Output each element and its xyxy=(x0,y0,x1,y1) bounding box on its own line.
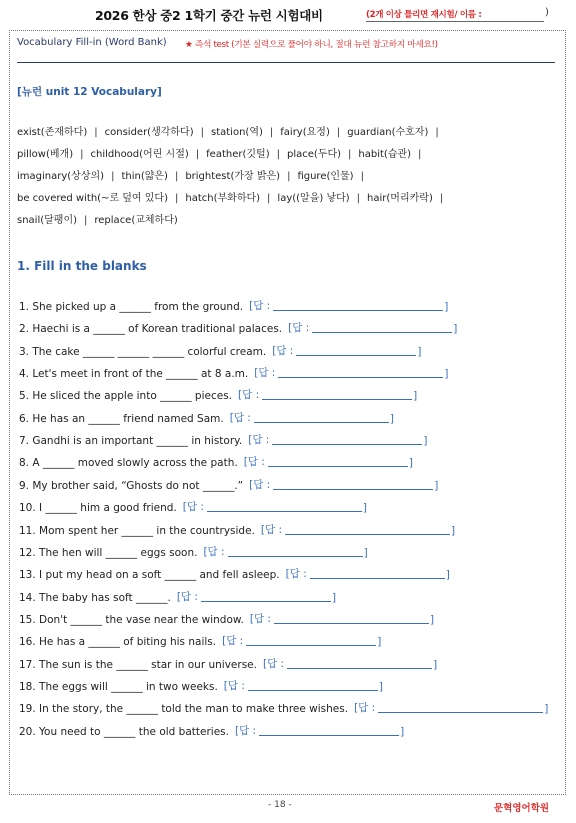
word-separator: | xyxy=(174,171,179,182)
question-item xyxy=(19,365,448,380)
answer-underline[interactable] xyxy=(201,592,331,602)
answer-label: [답 : xyxy=(176,590,198,603)
answer-blank[interactable] xyxy=(249,298,448,313)
answer-underline[interactable] xyxy=(272,435,422,445)
answer-close-bracket: ] xyxy=(544,703,549,716)
answer-underline[interactable] xyxy=(273,301,443,311)
question-text: 20. You need to ______ the old batteries. xyxy=(19,725,229,738)
answer-close-bracket: ] xyxy=(331,591,337,604)
header-divider xyxy=(17,62,555,63)
answer-blank[interactable] xyxy=(354,700,548,715)
answer-label: [답 : xyxy=(272,344,294,357)
answer-underline[interactable] xyxy=(228,547,363,557)
question-text: 16. He has a ______ of biting his nails. xyxy=(19,636,217,649)
top-header xyxy=(0,0,576,30)
question-text: 12. The hen will ______ eggs soon. xyxy=(19,546,198,559)
answer-label: [답 : xyxy=(222,635,244,648)
word-bank-entry: replace(교체하다) xyxy=(94,215,178,226)
word-separator: | xyxy=(94,127,98,138)
word-bank-entry: fairy(요정) xyxy=(280,127,330,138)
answer-underline[interactable] xyxy=(268,457,408,467)
question-item xyxy=(19,387,417,402)
word-separator: | xyxy=(267,193,271,204)
fill-in-title: 1. Fill in the blanks xyxy=(17,259,147,273)
page-number: - 18 - xyxy=(268,800,292,810)
answer-close-bracket: ] xyxy=(408,457,413,470)
word-bank-row xyxy=(17,123,562,138)
word-bank-entry: place(두다) xyxy=(286,149,342,160)
answer-label: [답 : xyxy=(238,389,260,402)
question-text: 15. Don't ______ the vase near the window. xyxy=(19,613,244,626)
question-item xyxy=(19,522,455,537)
question-item xyxy=(19,589,336,604)
academy-brand: 문혁영어학원 xyxy=(494,803,550,814)
word-separator: | xyxy=(84,215,88,226)
word-bank-entry: figure(인물) xyxy=(297,171,354,182)
answer-label: [답 : xyxy=(249,612,271,625)
word-bank-row xyxy=(17,211,562,226)
word-separator: | xyxy=(360,171,364,182)
answer-underline[interactable] xyxy=(312,323,452,333)
answer-underline[interactable] xyxy=(285,525,450,535)
answer-underline[interactable] xyxy=(310,569,445,579)
answer-close-bracket: ] xyxy=(434,479,439,492)
word-bank-row xyxy=(17,167,562,182)
answer-close-bracket: ] xyxy=(413,390,418,403)
answer-blank[interactable] xyxy=(254,365,448,380)
vocab-title: [뉴런 unit 12 Vocabulary] xyxy=(17,86,162,98)
question-item xyxy=(19,320,457,335)
answer-label: [답 : xyxy=(182,501,204,514)
word-bank-entry: childhood(어린 시절) xyxy=(90,149,189,160)
answer-close-bracket: ] xyxy=(444,301,449,313)
answer-blank[interactable] xyxy=(244,454,413,469)
section-header xyxy=(17,37,167,48)
question-item xyxy=(19,678,383,693)
answer-close-bracket: ] xyxy=(429,613,435,626)
answer-underline[interactable] xyxy=(246,636,376,646)
answer-close-bracket: ] xyxy=(451,524,456,537)
question-item xyxy=(19,432,427,447)
word-separator: | xyxy=(276,149,280,160)
question-text: 10. I ______ him a good friend. xyxy=(19,502,177,515)
word-bank-entry: snail(달팽이) xyxy=(17,215,78,226)
word-bank-entry: consider(생각하다) xyxy=(104,127,194,138)
answer-label: [답 : xyxy=(254,367,276,380)
answer-underline[interactable] xyxy=(254,413,389,423)
word-bank-row xyxy=(17,189,562,204)
word-separator: | xyxy=(348,149,352,160)
question-text: 4. Let's meet in front of the ______ at 8 a.m. xyxy=(19,368,249,381)
answer-close-bracket: ] xyxy=(389,412,394,425)
answer-label: [답 : xyxy=(248,434,270,447)
word-separator: | xyxy=(439,193,444,204)
word-separator: | xyxy=(175,193,179,204)
question-item xyxy=(19,544,368,559)
question-text: 1. She picked up a ______ from the ground. xyxy=(19,301,244,313)
word-separator: | xyxy=(195,149,200,160)
question-item xyxy=(19,633,381,648)
test-instruction-note: ★ 즉석 test (기본 실력으로 풀어야 하니, 절대 뉴런 참고하지 마세요!) xyxy=(185,40,438,50)
question-text: 2. Haechi is a ______ of Korean traditional palaces. xyxy=(19,323,283,336)
word-separator: | xyxy=(269,127,274,138)
question-item xyxy=(19,611,434,626)
answer-blank[interactable] xyxy=(230,410,394,425)
question-text: 8. A ______ moved slowly across the path. xyxy=(19,457,238,470)
answer-blank[interactable] xyxy=(249,477,438,492)
answer-label: [답 : xyxy=(354,702,376,715)
answer-close-bracket: ] xyxy=(378,680,384,693)
word-separator: | xyxy=(418,149,422,160)
word-bank-entry: brightest(가장 밝은) xyxy=(185,171,281,182)
retest-note: (2개 이상 틀리면 재시험/ 이름 : xyxy=(366,10,482,20)
word-bank-entry: lay((알을) 낳다) xyxy=(277,193,350,204)
question-text: 13. I put my head on a soft ______ and fell asleep. xyxy=(19,569,280,582)
answer-underline[interactable] xyxy=(378,703,543,713)
question-text: 5. He sliced the apple into ______ pieces. xyxy=(19,390,233,403)
answer-underline[interactable] xyxy=(273,480,433,490)
answer-blank[interactable] xyxy=(272,343,421,358)
word-bank-row xyxy=(17,145,562,160)
question-text: 17. The sun is the ______ star in our universe. xyxy=(19,658,257,671)
question-item xyxy=(19,477,438,492)
word-bank-entry: thin(얇은) xyxy=(121,171,168,182)
answer-label: [답 : xyxy=(249,300,271,312)
word-bank-entry: habit(습관) xyxy=(358,149,412,160)
question-item xyxy=(19,410,394,425)
answer-underline[interactable] xyxy=(259,726,399,736)
word-separator: | xyxy=(200,127,204,138)
answer-label: [답 : xyxy=(285,568,307,581)
answer-label: [답 : xyxy=(262,657,285,670)
answer-blank[interactable] xyxy=(263,656,437,671)
word-separator: | xyxy=(336,127,341,138)
answer-label: [답 : xyxy=(234,724,257,737)
question-text: 11. Mom spent her ______ in the countryside. xyxy=(19,524,255,537)
word-bank-entry: station(역) xyxy=(211,127,263,138)
name-underline xyxy=(366,21,544,22)
answer-close-bracket: ] xyxy=(377,636,382,649)
word-separator: | xyxy=(287,171,291,182)
answer-blank[interactable] xyxy=(222,633,381,648)
answer-label: [답 : xyxy=(203,545,225,558)
answer-blank[interactable] xyxy=(288,320,457,335)
word-bank-entry: feather(깃털) xyxy=(206,149,270,160)
answer-blank[interactable] xyxy=(261,522,455,537)
question-text: 19. In the story, the ______ told the man to make three wishes. xyxy=(19,703,349,716)
question-text: 3. The cake ______ ______ ______ colorful cream. xyxy=(19,345,267,358)
question-text: 7. Gandhi is an important ______ in history. xyxy=(19,435,243,448)
answer-close-bracket: ] xyxy=(417,345,422,358)
answer-blank[interactable] xyxy=(238,387,417,402)
word-bank-entry: exist(존재하다) xyxy=(17,127,88,138)
answer-blank[interactable] xyxy=(177,589,336,604)
answer-underline[interactable] xyxy=(287,659,432,669)
question-item xyxy=(19,566,450,581)
answer-close-bracket: ] xyxy=(444,368,449,381)
answer-close-bracket: ] xyxy=(400,725,405,738)
word-bank-heading: Vocabulary Fill-in (Word Bank) xyxy=(17,37,167,48)
answer-label: [답 : xyxy=(243,456,265,469)
answer-label: [답 : xyxy=(260,523,283,536)
answer-blank[interactable] xyxy=(286,566,450,581)
answer-underline[interactable] xyxy=(207,502,362,512)
question-text: 6. He has an ______ friend named Sam. xyxy=(19,412,224,425)
answer-label: [답 : xyxy=(249,478,271,491)
question-item xyxy=(19,723,404,738)
word-separator: | xyxy=(111,171,115,182)
word-bank-entry: imaginary(상상의) xyxy=(17,171,105,182)
question-item xyxy=(19,499,367,514)
question-item xyxy=(19,656,437,671)
answer-underline[interactable] xyxy=(296,346,416,356)
answer-underline[interactable] xyxy=(274,614,429,624)
answer-close-bracket: ] xyxy=(423,435,428,448)
word-separator: | xyxy=(356,193,361,204)
worksheet-title: 2026 한상 중2 1학기 중간 뉴런 시험대비 xyxy=(95,8,323,23)
answer-blank[interactable] xyxy=(224,678,383,693)
word-separator: | xyxy=(80,149,84,160)
word-separator: | xyxy=(435,127,439,138)
answer-close-bracket: ] xyxy=(453,323,458,336)
word-bank-entry: be covered with(~로 덮여 있다) xyxy=(17,193,168,204)
answer-underline[interactable] xyxy=(262,390,412,400)
answer-close-bracket: ] xyxy=(433,658,438,671)
answer-underline[interactable] xyxy=(278,368,443,378)
answer-label: [답 : xyxy=(229,411,251,424)
question-item xyxy=(19,454,413,469)
question-item xyxy=(19,343,421,358)
answer-underline[interactable] xyxy=(248,681,378,691)
answer-label: [답 : xyxy=(288,322,310,335)
answer-close-bracket: ] xyxy=(363,546,368,559)
word-bank-entry: guardian(수호자) xyxy=(347,127,429,138)
question-item xyxy=(19,298,448,313)
question-text: 18. The eggs will ______ in two weeks. xyxy=(19,680,218,693)
word-bank-entry: pillow(베개) xyxy=(17,149,74,160)
answer-close-bracket: ] xyxy=(362,502,368,515)
word-bank-entry: hair(머리카락) xyxy=(367,193,433,204)
name-close-paren: ) xyxy=(545,7,549,18)
answer-close-bracket: ] xyxy=(445,569,450,582)
word-bank-entry: hatch(부화하다) xyxy=(185,193,261,204)
answer-label: [답 : xyxy=(223,679,245,692)
question-text: 9. My brother said, “Ghosts do not ______.” xyxy=(19,479,244,492)
answer-blank[interactable] xyxy=(235,723,404,738)
answer-blank[interactable] xyxy=(183,499,367,514)
question-item xyxy=(19,700,548,715)
answer-blank[interactable] xyxy=(203,544,367,559)
answer-blank[interactable] xyxy=(248,432,427,447)
question-text: 14. The baby has soft ______. xyxy=(19,591,171,604)
answer-blank[interactable] xyxy=(250,611,434,626)
